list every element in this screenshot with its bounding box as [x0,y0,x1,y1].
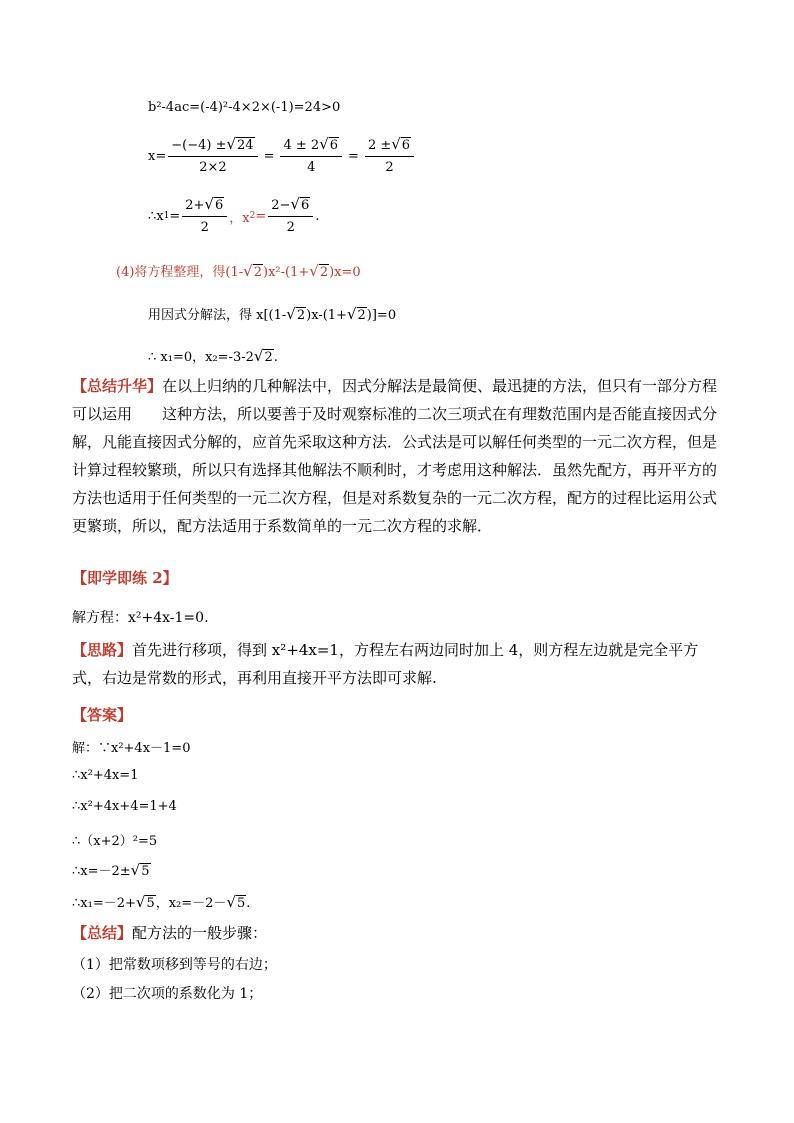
idea-paragraph [72,636,726,692]
answer-line-4: ∴（x+2）²=5 [72,834,158,849]
radicand: 24 [237,138,254,153]
fraction-1: $\frac{-(-4) \pm√24}{2\times 2}$ [168,136,257,176]
answer-line-1: 解：∵x²+4x－1=0 [72,741,191,756]
summary-paragraph [72,372,726,540]
formula-prefix: x= [148,148,167,164]
conclusion-tag: 【总结】 [72,924,133,942]
part4-line3: ∴ x₁=0，x₂=-3-2√2. [148,347,278,365]
conclusion-step-1: （1）把常数项移到等号的右边； [72,957,277,973]
practice-problem: 解方程：x²+4x-1=0. [72,610,209,626]
practice-tag: 【即学即练 2】 [72,569,178,587]
fraction-2: $\frac{4 \pm 2√6}{4}$ [280,136,342,176]
answer-line-6: ∴x₁=－2+√5，x₂=－2－√5. [72,893,251,911]
idea-tag: 【思路】 [72,641,133,659]
discriminant-line [148,100,340,115]
root-1-fraction: $\frac{2+√6}{2}$ [182,196,227,236]
summary-tag: 【总结升华】 [72,377,163,395]
conclusion-step-2: （2）把二次项的系数化为 1； [72,986,263,1002]
answer-line-2: ∴x²+4x=1 [72,768,139,783]
part4-line1: (4)将方程整理，得(1-√2)x²-(1+√2)x=0 [116,262,361,280]
summary-text: 在以上归纳的几种解法中，因式分解法是最简便、最迅捷的方法，但只有一部分方程可以运用 这种方法，所以要善于及时观察标准的二次三项式在有理数范围内是否能直接因式分解，凡能直接因式分解的，应首先采取这种方法．公式法是可以解任何类型的一元二次方程，但是计算过程较繁琐，所以只有选择其他解法不顺利时，才考虑用这种解法．虽然先配方，再开平方的方法也适用于任何类型的一元二次方程，但是对系数复杂的一元二次方程，配方的过程比运用公式更繁琐，所以，配方法适用于系数简单的一元二次方程的求解． [72,377,718,535]
answer-line-5: ∴x=－2±√5 [72,861,150,879]
answer-tag: 【答案】 [72,706,133,724]
discriminant-text: b²-4ac=(-4)²-4×2×(-1)=24>0 [148,100,341,115]
conclusion-heading: 【总结】配方法的一般步骤： [72,924,268,942]
fraction-3: $\frac{2 \pm√6}{2}$ [365,136,414,176]
answer-heading [72,704,132,725]
answer-line-3: ∴x²+4x+4=1+4 [72,799,177,814]
idea-text: 首先进行移项，得到 x²+4x=1，方程左右两边同时加上 4，则方程左边就是完全平方式，右边是常数的形式，再利用直接开平方法即可求解. [72,641,699,687]
root-2-fraction: $\frac{2-√6}{2}$ [268,196,313,236]
part4-line2: 用因式分解法，得 x[(1-√2)x-(1+√2)]=0 [148,305,397,323]
practice-heading [72,567,178,588]
formula-line: x= $\frac{-(-4) \pm√24}{2\times 2}$ = $\frac{4 \pm 2√6}{4}$ = $\frac{2 \pm√6}{2}$ [148,136,416,176]
roots-line: ∴x 1 = $\frac{2+√6}{2}$ ，x 2 = $\frac{2-√6}{2}$ . [148,195,320,235]
